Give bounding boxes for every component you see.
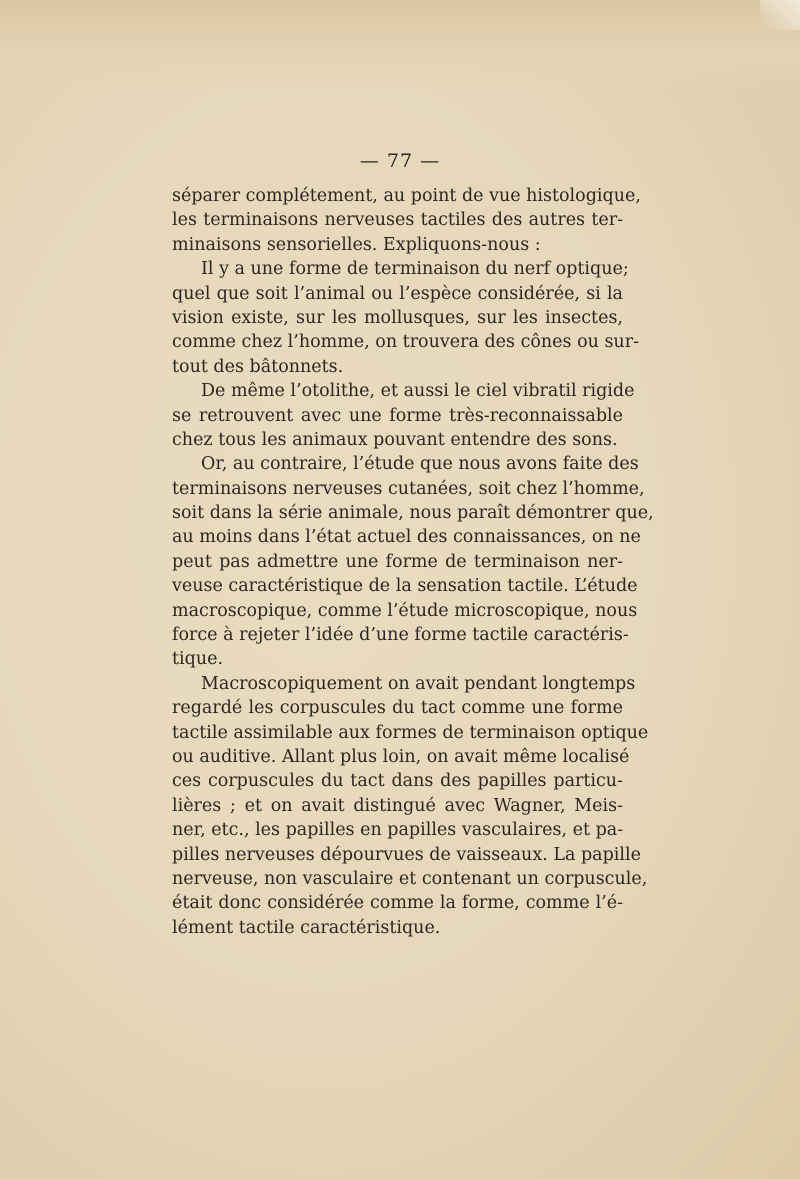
text-line: macroscopique, comme l’étude microscopique, nous (172, 600, 638, 621)
text-line: nerveuse, non vasculaire et contenant un corpuscule, (172, 868, 648, 889)
page-number: — 77 — (359, 150, 441, 172)
body-text (172, 184, 654, 940)
text-line: comme chez l’homme, on trouvera des cônes ou sur- (172, 332, 639, 353)
text-line: veuse caractéristique de la sensation tactile. L’étude (172, 576, 638, 597)
text-line: soit dans la série animale, nous paraît démontrer que, (172, 503, 654, 524)
text-line: les terminaisons nerveuses tactiles des autres ter- (172, 210, 623, 231)
text-line: force à rejeter l’idée d’une forme tactile caractéris- (172, 625, 629, 646)
text-line: quel que soit l’animal ou l’espèce considérée, si la (172, 283, 623, 304)
text-line: tactile assimilable aux formes de terminaison optique (172, 722, 649, 743)
text-line: Or, au contraire, l’étude que nous avons faite des (201, 454, 639, 475)
text-line: ou auditive. Allant plus loin, on avait même localisé (172, 746, 630, 767)
text-line: regardé les corpuscules du tact comme une forme (172, 698, 623, 719)
text-line: lières ; et on avait distingué avec Wagner, Meis- (172, 795, 623, 816)
text-line: tout des bâtonnets. (172, 356, 344, 377)
text-line: séparer complétement, au point de vue histologique, (172, 186, 641, 206)
text-line: tique. (172, 649, 224, 670)
text-line: lément tactile caractéristique. (172, 917, 441, 938)
text-line: peut pas admettre une forme de terminaison ner- (172, 551, 623, 572)
text-line: terminaisons nerveuses cutanées, soit chez l’homme, (172, 478, 645, 499)
text-line: Macroscopiquement on avait pendant longtemps (201, 673, 636, 694)
text-line: vision existe, sur les mollusques, sur les insectes, (172, 307, 623, 328)
text-line: chez tous les animaux pouvant entendre des sons. (172, 429, 618, 450)
text-line: De même l’otolithe, et aussi le ciel vibratil rigide (201, 381, 635, 402)
text-line: minaisons sensorielles. Expliquons-nous : (172, 234, 541, 255)
text-line: était donc considérée comme la forme, comme l’é- (172, 893, 623, 914)
text-line: pilles nerveuses dépourvues de vaisseaux. La papille (172, 844, 641, 865)
text-line: se retrouvent avec une forme très-reconnaissable (172, 405, 623, 426)
page-corner-fold (760, 0, 800, 30)
text-line: au moins dans l’état actuel des connaissances, on ne (172, 527, 641, 548)
text-line: ces corpuscules du tact dans des papilles particu- (172, 771, 623, 792)
text-line: ner, etc., les papilles en papilles vasculaires, et pa- (172, 820, 624, 841)
text-line: Il y a une forme de terminaison du nerf optique; (201, 259, 629, 280)
page-stain (0, 0, 800, 90)
